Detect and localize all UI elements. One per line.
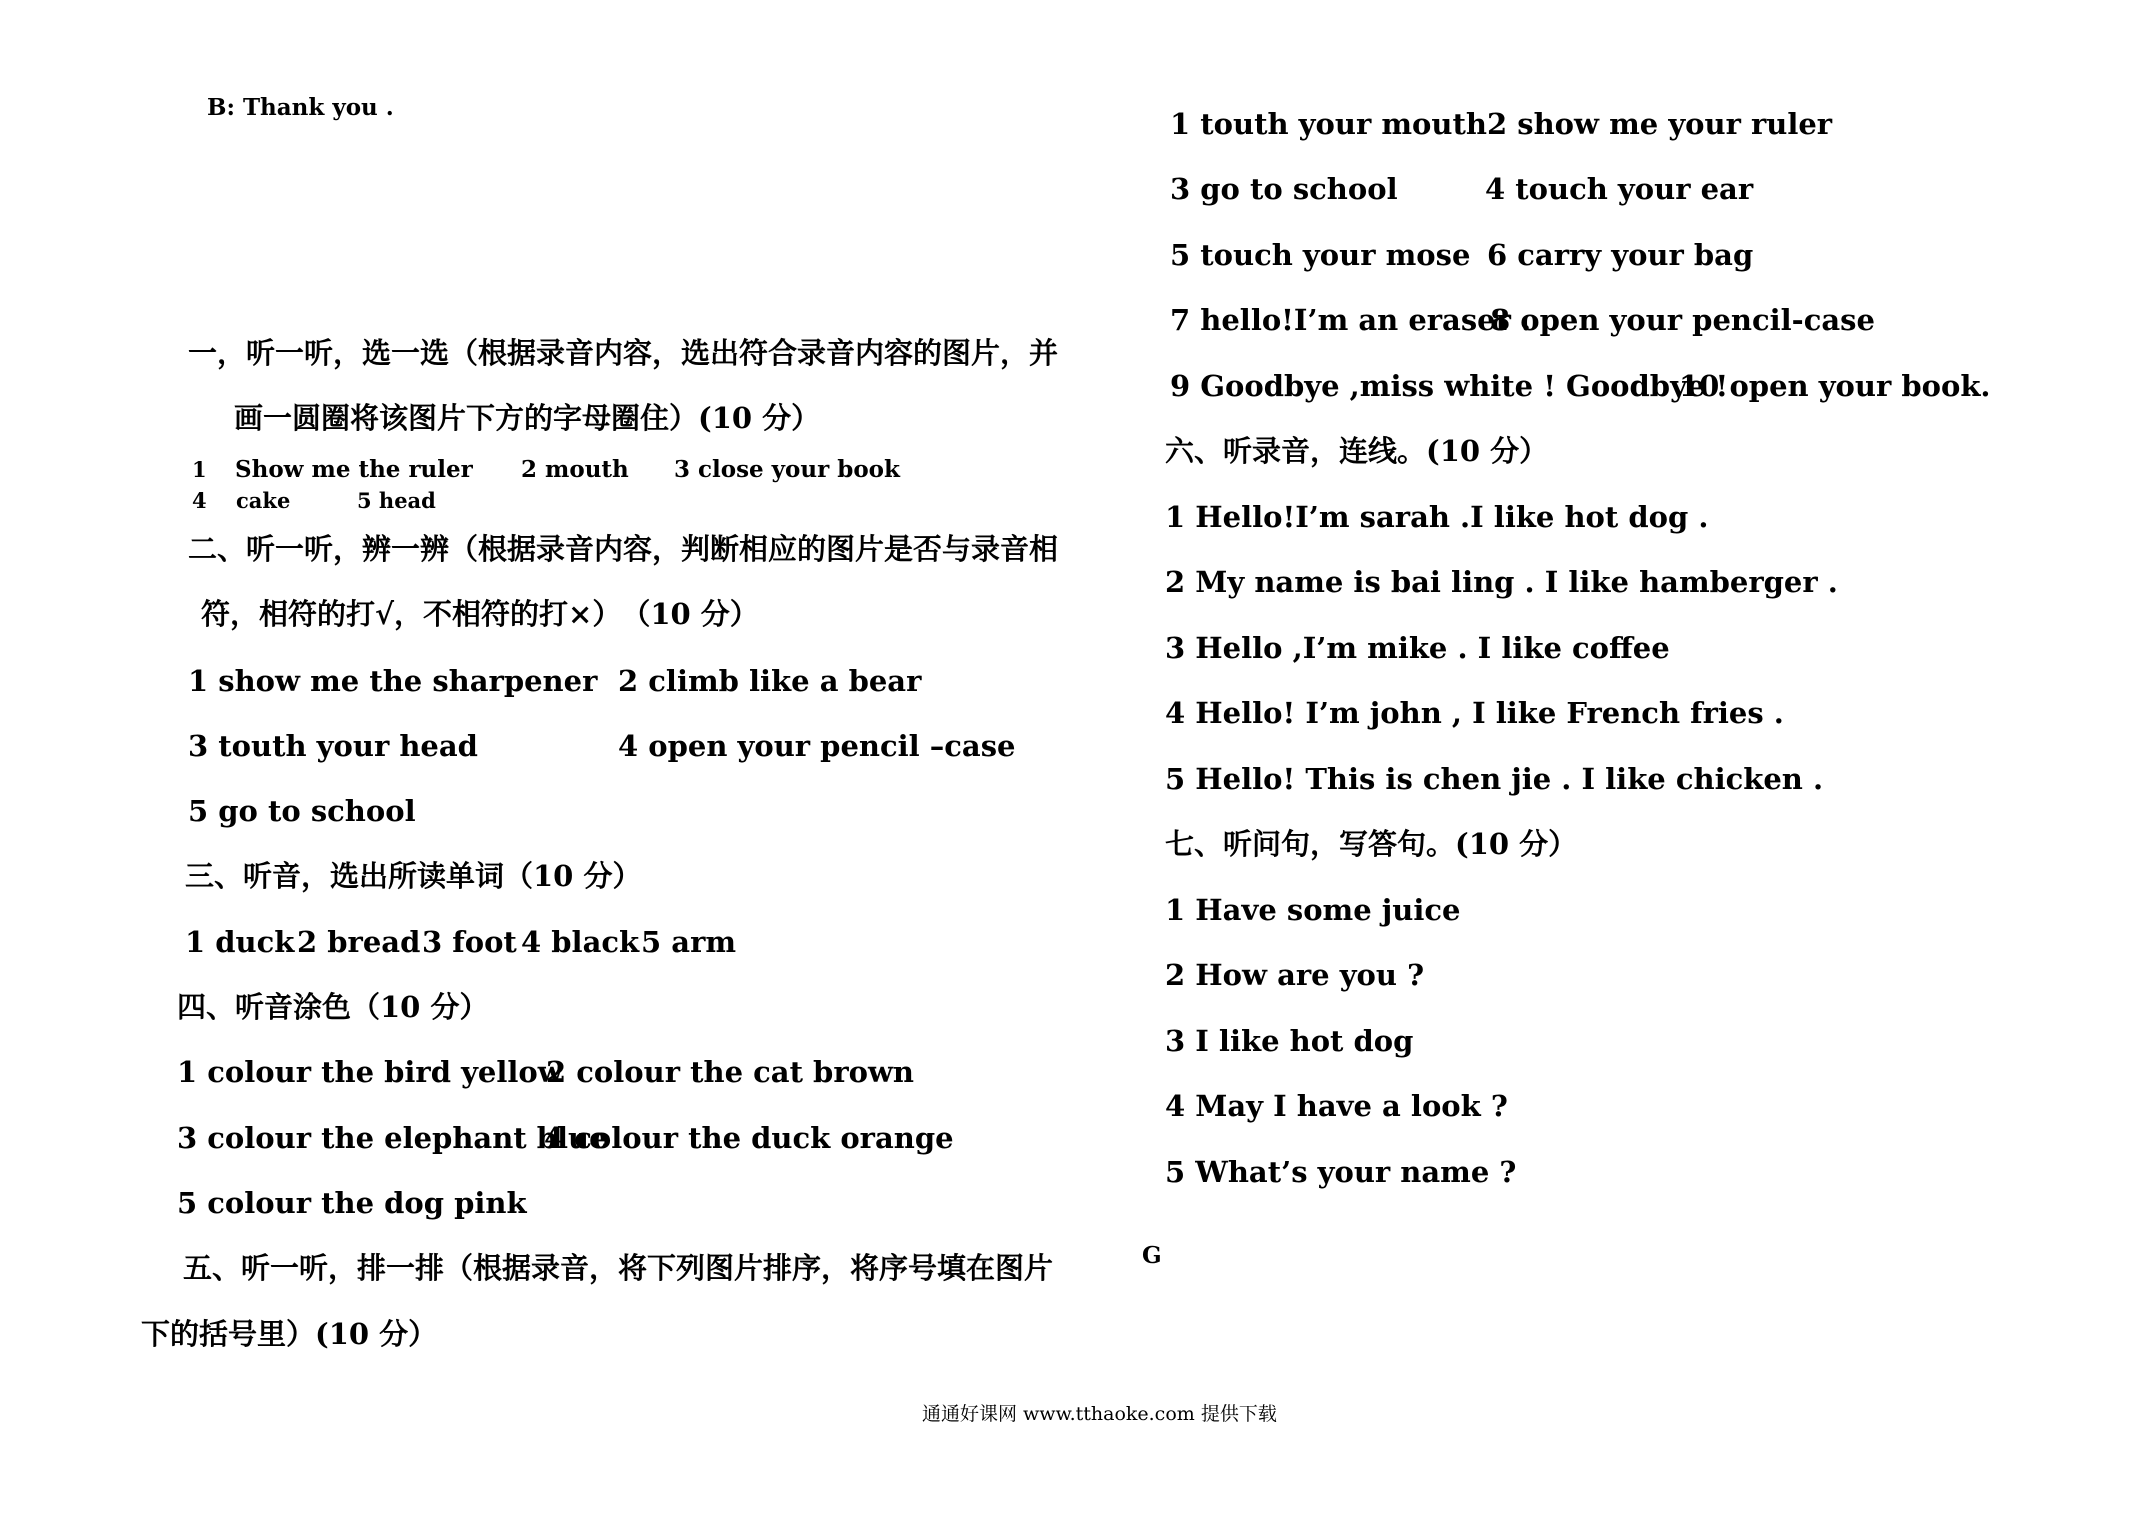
q3-item-5: 5 arm bbox=[641, 925, 737, 959]
q6-item-5: 5 Hello! This is chen jie . I like chicken . bbox=[1165, 762, 1824, 796]
q5-item-9: 9 Goodbye ,miss white ! Goodbye ! bbox=[1170, 369, 1729, 403]
q6-title: 六、听录音，连线。(10 分） bbox=[1165, 434, 1549, 468]
q7-item-2: 2 How are you ? bbox=[1165, 958, 1425, 992]
q5-item-4: 4 touch your ear bbox=[1485, 172, 1754, 206]
q4-item-5: 5 colour the dog pink bbox=[177, 1186, 527, 1220]
q5-title-line2: 下的括号里）(10 分） bbox=[141, 1317, 438, 1351]
q1-item-head: 5 head bbox=[357, 488, 436, 513]
q2-title-line2: 符，相符的打√，不相符的打×） （10 分） bbox=[201, 597, 759, 631]
q1-item-num-4: 4 bbox=[192, 488, 207, 513]
q2-item-5: 5 go to school bbox=[188, 794, 416, 828]
q4-item-2: 2 colour the cat brown bbox=[546, 1055, 915, 1089]
q7-title: 七、听问句，写答句。(10 分） bbox=[1165, 827, 1578, 861]
dialog-line-b: B: Thank you . bbox=[207, 94, 394, 121]
q1-item-close-book: 3 close your book bbox=[674, 456, 900, 483]
q6-item-3: 3 Hello ,I’m mike . I like coffee bbox=[1165, 631, 1670, 665]
q3-title: 三、听音，选出所读单词（10 分） bbox=[185, 859, 642, 893]
q5-item-5: 5 touch your mose bbox=[1170, 238, 1471, 272]
q2-item-4: 4 open your pencil –case bbox=[618, 729, 1016, 763]
q2-item-3: 3 touth your head bbox=[188, 729, 478, 763]
q1-title-line2: 画一圆圈将该图片下方的字母圈住）(10 分） bbox=[234, 401, 821, 435]
q6-item-4: 4 Hello! I’m john , I like French fries . bbox=[1165, 696, 1784, 730]
q1-item-cake: cake bbox=[236, 488, 291, 513]
q1-title-line1: 一，听一听，选一选（根据录音内容，选出符合录音内容的图片，并 bbox=[188, 336, 1059, 370]
q7-item-3: 3 I like hot dog bbox=[1165, 1024, 1414, 1058]
q5-item-7: 7 hello!I’m an eraser . bbox=[1170, 303, 1532, 337]
q6-item-2: 2 My name is bai ling . I like hamberger . bbox=[1165, 565, 1838, 599]
q5-item-6: 6 carry your bag bbox=[1487, 238, 1754, 272]
q5-item-10: 10 open your book. bbox=[1679, 369, 1991, 403]
q4-item-3: 3 colour the elephant blue bbox=[177, 1121, 608, 1155]
q4-item-4: 4 colour the duck orange bbox=[544, 1121, 954, 1155]
q7-item-5: 5 What’s your name ? bbox=[1165, 1155, 1517, 1189]
q2-item-1: 1 show me the sharpener bbox=[188, 664, 598, 698]
q5-title-line1: 五、听一听，排一排（根据录音，将下列图片排序，将序号填在图片 bbox=[183, 1251, 1054, 1285]
q2-item-2: 2 climb like a bear bbox=[618, 664, 922, 698]
q3-item-2: 2 bread bbox=[297, 925, 421, 959]
q3-item-1: 1 duck bbox=[185, 925, 295, 959]
q4-title: 四、听音涂色（10 分） bbox=[177, 990, 489, 1024]
q1-item-mouth: 2 mouth bbox=[521, 456, 629, 483]
q1-item-num-1: 1 bbox=[192, 457, 207, 482]
q4-item-1: 1 colour the bird yellow bbox=[177, 1055, 563, 1089]
q2-title-line1: 二、听一听，辨一辨（根据录音内容，判断相应的图片是否与录音相 bbox=[188, 532, 1059, 566]
q5-item-3: 3 go to school bbox=[1170, 172, 1398, 206]
q5-item-1: 1 touth your mouth bbox=[1170, 107, 1487, 141]
footer-source: 通通好课网 www.tthaoke.com 提供下载 bbox=[922, 1403, 1277, 1425]
stray-letter-g: G bbox=[1142, 1242, 1162, 1269]
q7-item-4: 4 May I have a look ? bbox=[1165, 1089, 1508, 1123]
q1-item-show-me-ruler: Show me the ruler bbox=[235, 456, 473, 483]
q3-item-4: 4 black bbox=[521, 925, 640, 959]
q7-item-1: 1 Have some juice bbox=[1165, 893, 1461, 927]
q5-item-8: 8 open your pencil-case bbox=[1490, 303, 1875, 337]
q5-item-2: 2 show me your ruler bbox=[1487, 107, 1833, 141]
q3-item-3: 3 foot bbox=[422, 925, 517, 959]
q6-item-1: 1 Hello!I’m sarah .I like hot dog . bbox=[1165, 500, 1709, 534]
